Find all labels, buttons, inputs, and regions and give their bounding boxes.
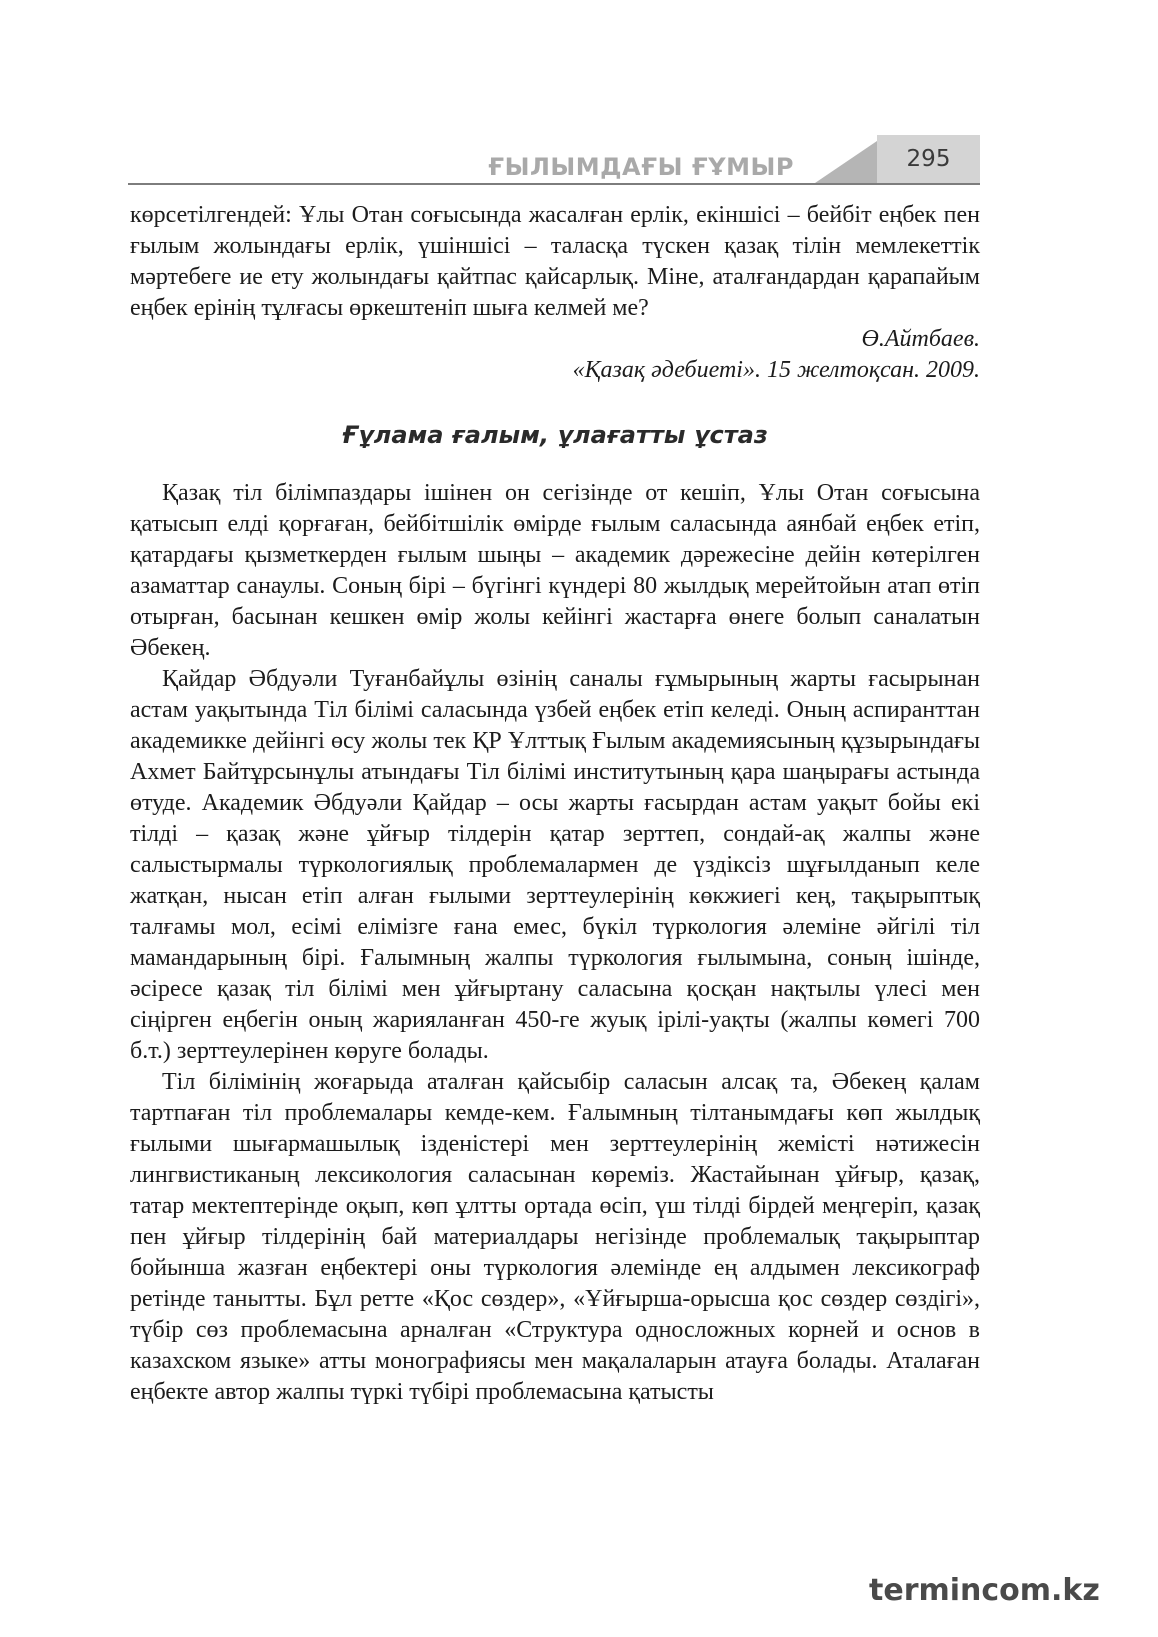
watermark-logo-text: termincom.kz [869, 1573, 1100, 1608]
section-title: Ғұлама ғалым, ұлағатты ұстаз [342, 421, 768, 449]
running-header [128, 135, 980, 185]
header-rule [128, 183, 980, 185]
watermark-logo [867, 1569, 1122, 1609]
quote-source: «Қазақ әдебиеті». 15 желтоқсан. 2009. [572, 357, 980, 383]
body-paragraph-1: Қазақ тіл білімпаздары ішінен он сегізінде от кешіп, Ұлы Отан соғысына қатысып елді қорғаған, бейбітшілік өмірде ғылым саласында аянбай еңбек етіп, қатардағы қызметкерден ғылым шыңы – академик дәрежесіне дейін көтерілген азаматтар санаулы. Соның бірі – бүгінгі күндері 80 жылдық мерейтойын атап өтіп отырған, басынан кешкен өмір жолы кейінгі жастарға өнеге болып саналатын Әбекең. [130, 480, 980, 661]
running-title: ҒЫЛЫМДАҒЫ ҒҰМЫР [488, 153, 794, 181]
body-paragraph-2: Қайдар Әбдуәли Туғанбайұлы өзінің саналы ғұмырының жарты ғасырынан астам уақытында Тіл білімі саласында үзбей еңбек етіп келеді. Оның аспиранттан академикке дейінгі өсу жолы тек ҚР Ұлттық Ғылым академиясының құзырындағы Ахмет Байтұрсынұлы атындағы Тіл білімі институтының қара шаңырағы астында өтуде. Академик Әбдуәли Қайдар – осы жарты ғасырдан астам уақыт бойы екі тілді – қазақ және ұйғыр тілдерін қатар зерттеп, сондай-ақ жалпы және салыстырмалы түркологиялық проблемалармен де үздіксіз шұғылданып келе жатқан, нысан етіп алған ғылыми зерттеулерінің көкжиегі кең, тақырыптық талғамы мол, есімі елімізге ғана емес, бүкіл түркология әлеміне әйгілі тіл мамандарының бірі. Ғалымның жалпы түркология ғылымына, соның ішінде, әсіресе қазақ тіл білімі мен ұйғыртану саласына қосқан нақтылы үлесі мен сіңірген еңбегін оның жарияланған 450-ге жуық ірілі-уақты (жалпы көмегі 700 б.т.) зерттеулерінен көруге болады. [130, 666, 980, 1064]
site-watermark [867, 1569, 1122, 1609]
page-content [130, 200, 980, 1408]
page-number: 295 [877, 135, 980, 183]
quote-author: Ө.Айтбаев. [861, 326, 980, 352]
body-paragraph-3: Тіл білімінің жоғарыда аталған қайсыбір саласын алсақ та, Әбекең қалам тартпаған тіл проблемалары кемде-кем. Ғалымның тілтанымдағы көп жылдық ғылыми шығармашылық ізденістері мен зерттеулерінің жемісті нәтижесін лингвистиканың лексикология саласынан көреміз. Жастайынан ұйғыр, қазақ, татар мектептерінде оқып, көп ұлтты ортада өсіп, үш тілді бірдей меңгеріп, қазақ пен ұйғыр тілдерінің бай материалдары негізінде проблемалық тақырыптар бойынша жазған еңбектері оны түркология әлемінде ең алдымен лексикограф ретінде танытты. Бұл ретте «Қос сөздер», «Ұйғырша-орысша қос сөздер сөздігі», түбір сөз проблемасына арналған «Структура односложных корней и основ в казахском языке» атты монографиясы мен мақалаларын атауға болады. Аталаған еңбекте автор жалпы түркі түбірі проблемасына қатысты [130, 1069, 980, 1405]
intro-quote-text: көрсетілгендей: Ұлы Отан соғысында жасалған ерлік, екіншісі – бейбіт еңбек пен ғылым жолындағы ерлік, үшіншісі – таласқа түскен қазақ тілін мемлекеттік мәртебеге ие ету жолындағы қайтпас қайсарлық. Міне, аталғандардан қарапайым еңбек ерінің тұлғасы өркештеніп шыға келмей ме? [130, 202, 980, 321]
header-triangle-ornament [815, 141, 877, 183]
